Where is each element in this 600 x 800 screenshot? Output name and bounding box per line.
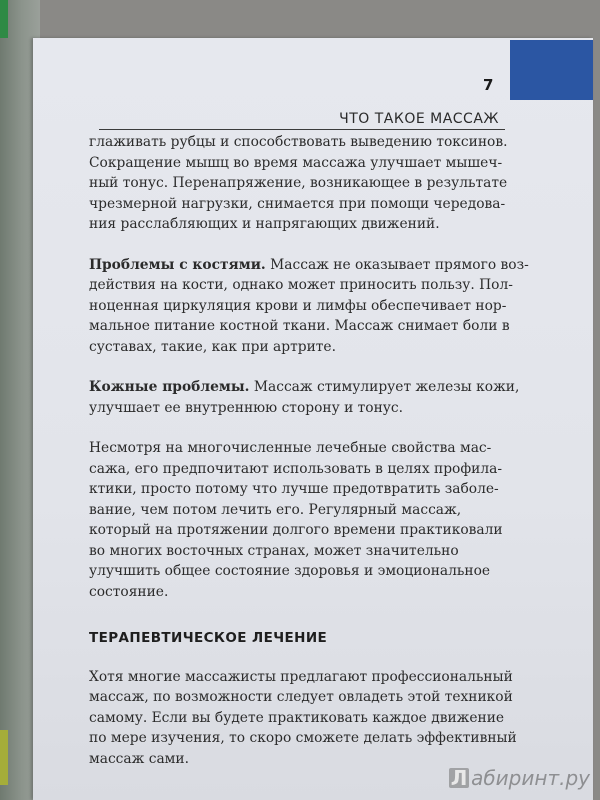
chapter-tab — [510, 40, 593, 100]
text-line: Хотя многие массажисты предлагают профессиональный — [89, 668, 513, 685]
running-header-title: ЧТО ТАКОЕ МАССАЖ — [339, 111, 499, 127]
text-line: суставах, такие, как при артрите. — [89, 338, 336, 355]
text-line: действия на кости, однако может приносить пользу. Пол- — [89, 277, 513, 293]
text-line — [89, 255, 529, 276]
text-line: ния расслабляющих и напрягающих движений. — [89, 216, 440, 232]
paragraph — [89, 377, 520, 418]
watermark-text: абиринт.ру — [471, 766, 590, 790]
text-line: вание, чем потом лечить его. Регулярный массаж, — [89, 501, 462, 518]
paragraph — [89, 255, 529, 358]
text-line: сажа, его предпочитают использовать в целях профила- — [89, 460, 502, 477]
page-body — [89, 132, 529, 789]
paragraph — [89, 667, 517, 770]
text-line-rest: Массаж стимулирует железы кожи, — [249, 379, 520, 395]
running-header — [99, 105, 505, 130]
text-line: улучшает ее внутреннюю сторону и тонус. — [89, 399, 404, 416]
text-line: улучшить общее состояние здоровья и эмоциональное — [89, 563, 491, 579]
watermark — [449, 766, 590, 790]
paragraph-lead: Кожные проблемы. — [89, 379, 250, 395]
text-line: по мере изучения, то скоро сможете делать эффективный — [89, 730, 517, 746]
paragraph — [89, 438, 509, 602]
text-line — [89, 377, 520, 398]
text-line: самому. Если вы будете практиковать каждое движение — [89, 709, 505, 726]
text-line-rest: Массаж не оказывает прямого воз- — [265, 256, 529, 273]
text-line: мальное питание костной ткани. Массаж снимает боли в — [89, 318, 510, 334]
page-number: 7 — [483, 76, 494, 94]
text-line: массаж сами. — [89, 750, 189, 767]
paragraph — [89, 132, 509, 235]
text-line: ноценная циркуляция крови и лимфы обеспечивает нор- — [89, 297, 507, 314]
text-line: массаж, по возможности следует овладеть этой техникой — [89, 689, 513, 705]
text-line: чрезмерной нагрузки, снимается при помощи чередова- — [89, 195, 506, 212]
text-line: ктики, просто потому что лучше предотвратить заболе- — [89, 481, 499, 497]
text-line: Сокращение мышц во время массажа улучшает мышеч- — [89, 154, 503, 171]
text-line: который на протяжении долгого времени практиковали — [89, 522, 503, 538]
cover-edge-top — [0, 0, 8, 38]
text-line: во многих восточных странах, может значительно — [89, 542, 459, 559]
section-heading: ТЕРАПЕВТИЧЕСКОЕ ЛЕЧЕНИЕ — [89, 630, 328, 646]
text-line: Несмотря на многочисленные лечебные свойства мас- — [89, 440, 492, 456]
watermark-logo-box: Л — [450, 766, 468, 790]
paragraph-lead: Проблемы с костями. — [89, 256, 266, 273]
text-line: ный тонус. Перенапряжение, возникающее в результате — [89, 175, 508, 191]
cover-edge-bottom — [0, 730, 8, 785]
text-line: глаживать рубцы и способствовать выведению токсинов. — [89, 134, 508, 150]
text-line: состояние. — [89, 583, 169, 600]
